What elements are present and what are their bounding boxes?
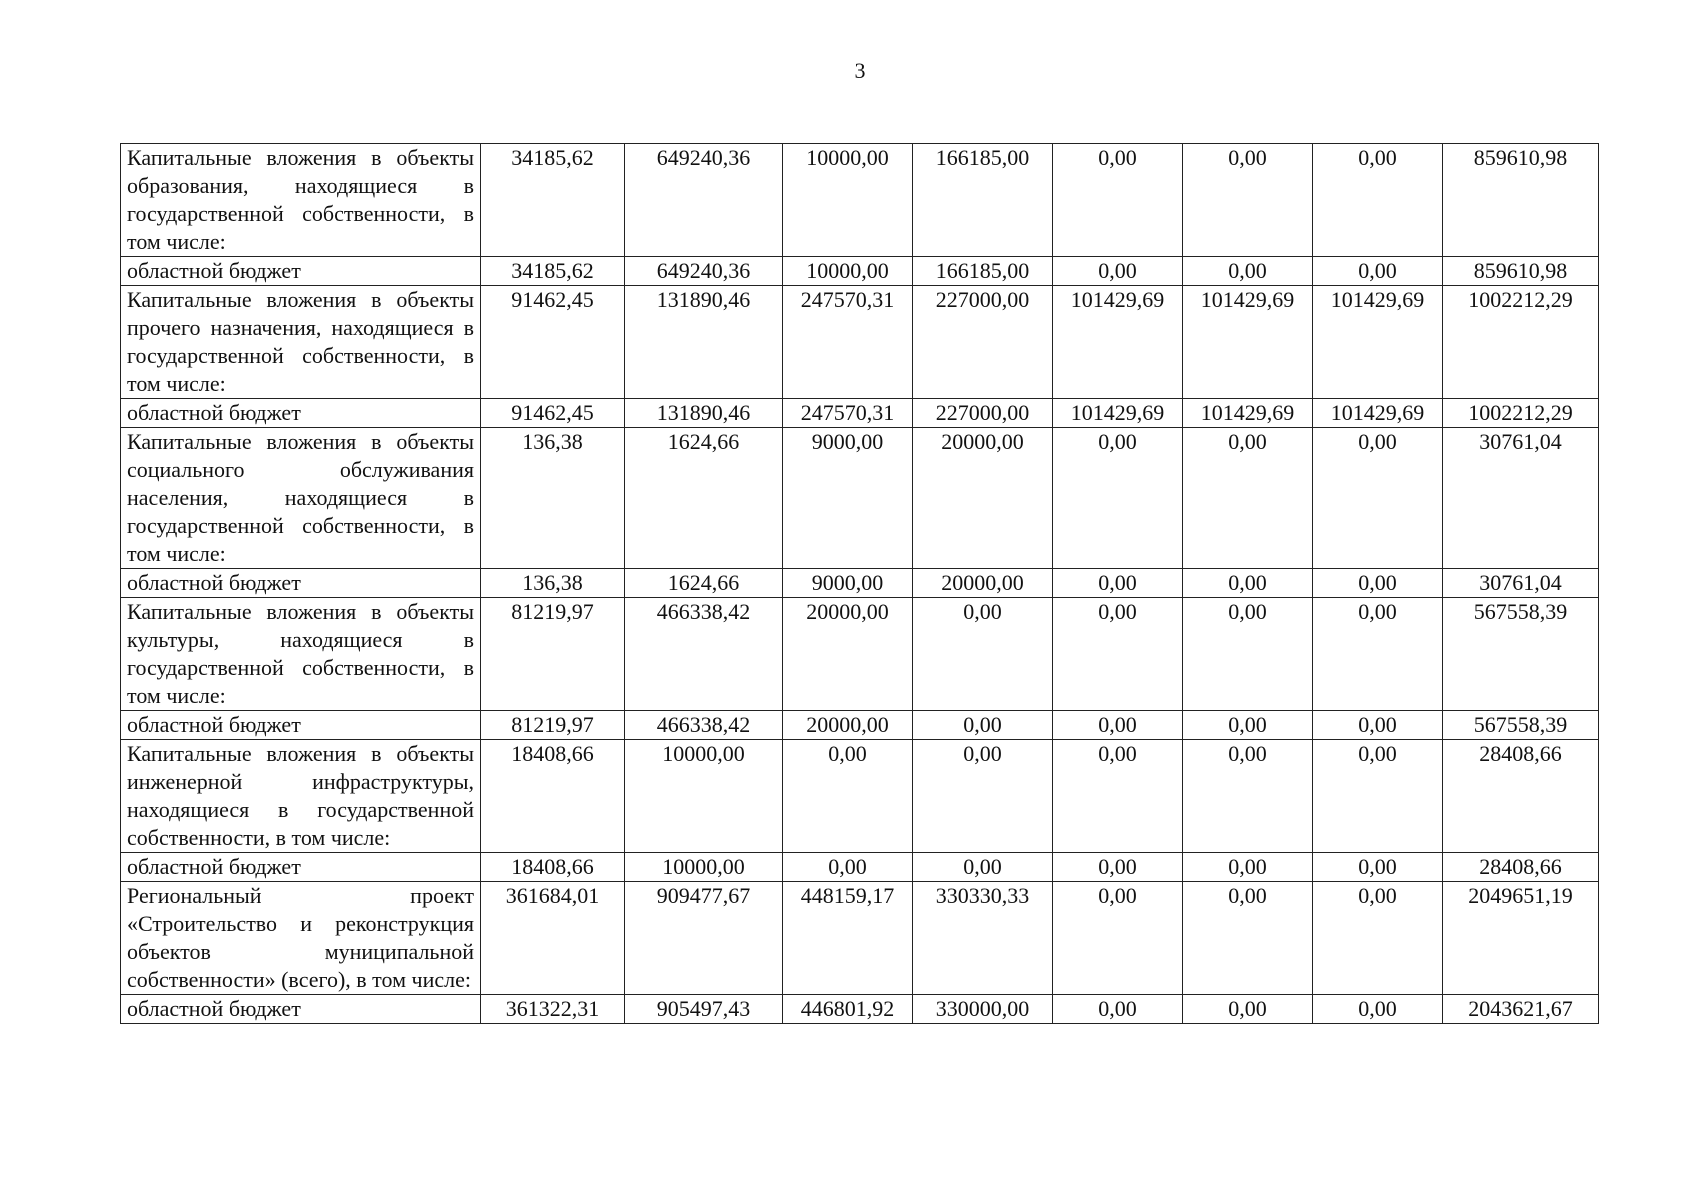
value-cell: 0,00: [1053, 995, 1183, 1024]
value-cell: 0,00: [1313, 569, 1443, 598]
subtotal-row: [121, 853, 1599, 882]
value-cell: 0,00: [1053, 144, 1183, 257]
value-cell: 1624,66: [625, 569, 783, 598]
value-cell: 81219,97: [481, 711, 625, 740]
value-cell: 0,00: [783, 740, 913, 853]
value-cell: 0,00: [1183, 428, 1313, 569]
value-cell: 18408,66: [481, 740, 625, 853]
value-cell: 0,00: [1053, 257, 1183, 286]
row-label: областной бюджет: [121, 399, 481, 428]
value-cell: 0,00: [1183, 882, 1313, 995]
value-cell: 2043621,67: [1443, 995, 1599, 1024]
page-number: 3: [854, 58, 866, 83]
value-cell: 10000,00: [625, 740, 783, 853]
value-cell: 0,00: [1053, 740, 1183, 853]
value-cell: 20000,00: [783, 598, 913, 711]
value-cell: 28408,66: [1443, 740, 1599, 853]
value-cell: 0,00: [913, 711, 1053, 740]
value-cell: 20000,00: [913, 569, 1053, 598]
value-cell: 9000,00: [783, 569, 913, 598]
value-cell: 0,00: [1313, 711, 1443, 740]
row-label: областной бюджет: [121, 995, 481, 1024]
table-row: [121, 598, 1599, 711]
value-cell: 330330,33: [913, 882, 1053, 995]
value-cell: 0,00: [1183, 853, 1313, 882]
value-cell: 0,00: [1183, 257, 1313, 286]
value-cell: 0,00: [1053, 711, 1183, 740]
row-label: областной бюджет: [121, 711, 481, 740]
value-cell: 330000,00: [913, 995, 1053, 1024]
value-cell: 0,00: [1183, 711, 1313, 740]
table-body: [121, 144, 1599, 1024]
value-cell: 10000,00: [625, 853, 783, 882]
value-cell: 18408,66: [481, 853, 625, 882]
subtotal-row: [121, 569, 1599, 598]
value-cell: 0,00: [1313, 598, 1443, 711]
table-row: [121, 882, 1599, 995]
value-cell: 0,00: [1053, 882, 1183, 995]
table-row: [121, 740, 1599, 853]
value-cell: 1624,66: [625, 428, 783, 569]
value-cell: 101429,69: [1053, 286, 1183, 399]
value-cell: 0,00: [1313, 144, 1443, 257]
row-label: Капитальные вложения в объекты прочего назначения, находящиеся в государственной собственности, в том числе:: [121, 286, 481, 399]
value-cell: 10000,00: [783, 144, 913, 257]
value-cell: 166185,00: [913, 144, 1053, 257]
row-label: Региональный проект «Строительство и реконструкция объектов муниципальной собственности» (всего), в том числе:: [121, 882, 481, 995]
value-cell: 20000,00: [913, 428, 1053, 569]
value-cell: 0,00: [1183, 598, 1313, 711]
value-cell: 136,38: [481, 428, 625, 569]
table-row: [121, 286, 1599, 399]
value-cell: 0,00: [1183, 144, 1313, 257]
row-label: Капитальные вложения в объекты образования, находящиеся в государственной собственности, в том числе:: [121, 144, 481, 257]
value-cell: 466338,42: [625, 711, 783, 740]
value-cell: 131890,46: [625, 399, 783, 428]
value-cell: 905497,43: [625, 995, 783, 1024]
value-cell: 9000,00: [783, 428, 913, 569]
value-cell: 649240,36: [625, 144, 783, 257]
subtotal-row: [121, 399, 1599, 428]
value-cell: 567558,39: [1443, 711, 1599, 740]
row-label: Капитальные вложения в объекты инженерной инфраструктуры, находящиеся в государственной собственности, в том числе:: [121, 740, 481, 853]
value-cell: 247570,31: [783, 286, 913, 399]
value-cell: 0,00: [1183, 569, 1313, 598]
value-cell: 2049651,19: [1443, 882, 1599, 995]
value-cell: 909477,67: [625, 882, 783, 995]
value-cell: 361322,31: [481, 995, 625, 1024]
value-cell: 0,00: [1183, 740, 1313, 853]
value-cell: 28408,66: [1443, 853, 1599, 882]
value-cell: 91462,45: [481, 399, 625, 428]
value-cell: 361684,01: [481, 882, 625, 995]
value-cell: 227000,00: [913, 286, 1053, 399]
value-cell: 34185,62: [481, 144, 625, 257]
value-cell: 131890,46: [625, 286, 783, 399]
row-label: областной бюджет: [121, 257, 481, 286]
value-cell: 91462,45: [481, 286, 625, 399]
value-cell: 34185,62: [481, 257, 625, 286]
value-cell: 247570,31: [783, 399, 913, 428]
value-cell: 136,38: [481, 569, 625, 598]
value-cell: 0,00: [913, 853, 1053, 882]
value-cell: 0,00: [1053, 569, 1183, 598]
value-cell: 101429,69: [1313, 399, 1443, 428]
value-cell: 0,00: [1313, 995, 1443, 1024]
value-cell: 0,00: [1053, 428, 1183, 569]
row-label: Капитальные вложения в объекты социального обслуживания населения, находящиеся в государственной собственности, в том числе:: [121, 428, 481, 569]
value-cell: 567558,39: [1443, 598, 1599, 711]
row-label: областной бюджет: [121, 569, 481, 598]
value-cell: 0,00: [1313, 257, 1443, 286]
subtotal-row: [121, 995, 1599, 1024]
row-label: областной бюджет: [121, 853, 481, 882]
value-cell: 859610,98: [1443, 257, 1599, 286]
value-cell: 30761,04: [1443, 428, 1599, 569]
value-cell: 30761,04: [1443, 569, 1599, 598]
value-cell: 101429,69: [1313, 286, 1443, 399]
table-row: [121, 144, 1599, 257]
value-cell: 101429,69: [1183, 399, 1313, 428]
value-cell: 227000,00: [913, 399, 1053, 428]
value-cell: 0,00: [1313, 882, 1443, 995]
value-cell: 448159,17: [783, 882, 913, 995]
budget-table: [120, 143, 1599, 1024]
row-label: Капитальные вложения в объекты культуры, находящиеся в государственной собственности, в том числе:: [121, 598, 481, 711]
value-cell: 1002212,29: [1443, 399, 1599, 428]
value-cell: 10000,00: [783, 257, 913, 286]
value-cell: 466338,42: [625, 598, 783, 711]
value-cell: 446801,92: [783, 995, 913, 1024]
value-cell: 81219,97: [481, 598, 625, 711]
value-cell: 0,00: [913, 598, 1053, 711]
value-cell: 859610,98: [1443, 144, 1599, 257]
value-cell: 0,00: [1313, 428, 1443, 569]
value-cell: 0,00: [1183, 995, 1313, 1024]
value-cell: 20000,00: [783, 711, 913, 740]
value-cell: 0,00: [1313, 853, 1443, 882]
subtotal-row: [121, 257, 1599, 286]
value-cell: 0,00: [1053, 853, 1183, 882]
value-cell: 101429,69: [1053, 399, 1183, 428]
value-cell: 1002212,29: [1443, 286, 1599, 399]
value-cell: 0,00: [783, 853, 913, 882]
value-cell: 0,00: [913, 740, 1053, 853]
value-cell: 0,00: [1053, 598, 1183, 711]
table-row: [121, 428, 1599, 569]
subtotal-row: [121, 711, 1599, 740]
value-cell: 101429,69: [1183, 286, 1313, 399]
value-cell: 649240,36: [625, 257, 783, 286]
value-cell: 166185,00: [913, 257, 1053, 286]
value-cell: 0,00: [1313, 740, 1443, 853]
